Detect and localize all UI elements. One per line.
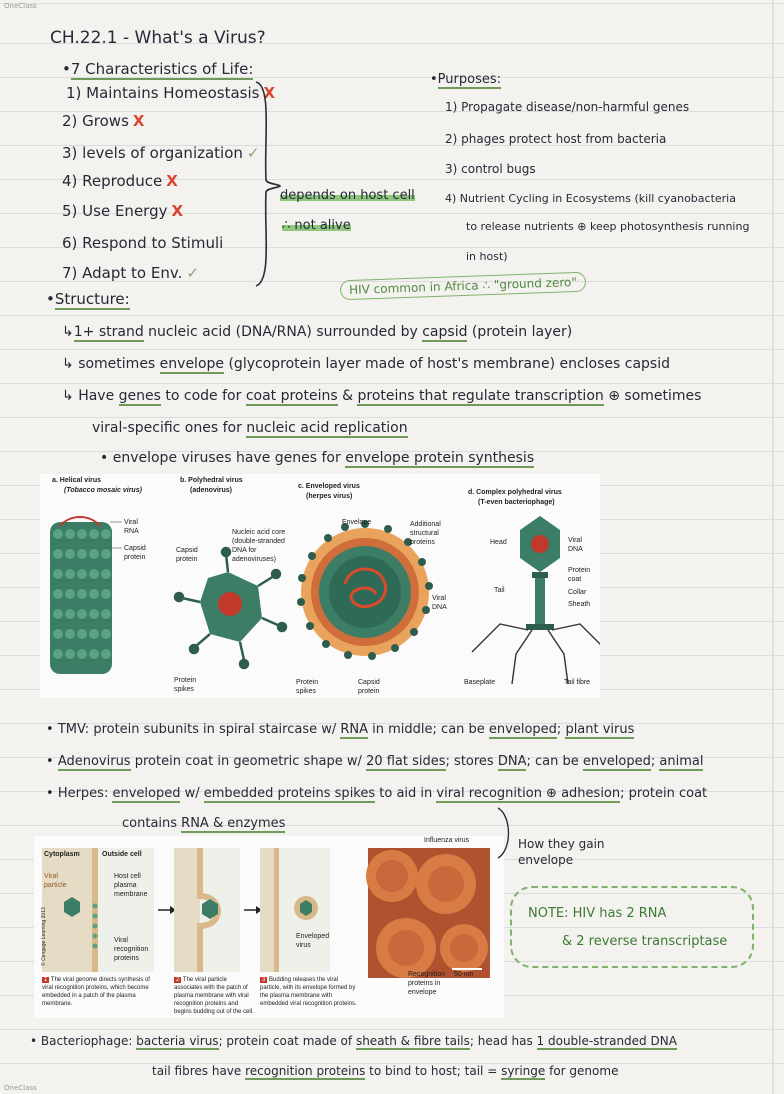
envelope-budding-figure (34, 836, 504, 1018)
label-nucleic-core: Nucleic acid core (double-stranded DNA for adenoviruses) (232, 529, 286, 563)
label-capsid-protein-a: Capsid protein (124, 545, 146, 561)
structure-line-1: ↳1+ strand nucleic acid (DNA/RNA) surrounded by capsid (protein layer) (62, 324, 573, 340)
helical-virus-icon (50, 517, 122, 674)
virus-illustrations (40, 474, 600, 698)
label-enveloped-virus: Enveloped virus (296, 933, 330, 949)
label-viral-particle: Viral particle (44, 873, 67, 889)
structure-line-2: ↳ sometimes envelope (glycoprotein layer made of host's membrane) encloses capsid (62, 356, 670, 372)
hiv-note-box: HIV common in Africa ∴ "ground zero" (340, 272, 586, 301)
purpose-item: to release nutrients ⊕ keep photosynthesis running (466, 220, 750, 233)
step-2-caption: 2 The viral particle associates with the patch of plasma membrane with viral recognition proteins and begins budding out of the cell. (174, 977, 254, 1015)
purpose-item: in host) (466, 250, 508, 263)
note-tmv: • TMV: protein subunits in spiral staircase w/ RNA in middle; can be enveloped; plant virus (46, 722, 635, 737)
cross-mark-icon: X (171, 202, 184, 220)
characteristic-text: 4) Reproduce (62, 172, 163, 190)
step-1-caption: 1 The viral genome directs synthesis of viral recognition proteins, which become embedded in a patch of the plasma membrane. (42, 977, 150, 1007)
label-tail: Tail (494, 587, 505, 594)
label-tail-fibre: Tail fibre (564, 679, 591, 686)
purpose-item: 4) Nutrient Cycling in Ecosystems (kill cyanobacteria (445, 192, 736, 205)
page-title: CH.22.1 - What's a Virus? (50, 28, 266, 48)
label-head: Head (490, 539, 507, 546)
characteristic-item (66, 84, 275, 102)
label-viral-rna: Viral RNA (124, 519, 139, 535)
brace-note-host: depends on host cell (280, 188, 415, 203)
characteristic-text: 6) Respond to Stimuli (62, 234, 224, 252)
structure-line-4: viral-specific ones for nucleic acid replication (92, 420, 408, 436)
cross-mark-icon: X (263, 84, 276, 102)
label-viral-recognition: Viral recognition proteins (114, 937, 149, 962)
label-protein-coat: Protein coat (568, 567, 591, 583)
panel-d-title: d. Complex polyhedral virus (468, 489, 562, 496)
check-mark-icon: ✓ (246, 144, 260, 162)
panel-b-title: b. Polyhedral virus (180, 477, 243, 484)
structure-heading: •Structure: (46, 290, 130, 308)
step-3-caption: 3 Budding releases the viral particle, with its envelope formed by the plasma membrane with embedded viral recognition proteins. (260, 977, 357, 1007)
purpose-item: 1) Propagate disease/non-harmful genes (445, 100, 690, 114)
structure-line-5: • envelope viruses have genes for envelope protein synthesis (100, 450, 535, 466)
polyhedral-virus-icon (175, 548, 286, 668)
label-envelope: Envelope (342, 519, 372, 526)
note-adenovirus: • Adenovirus protein coat in geometric shape w/ 20 flat sides; stores DNA; can be enveloped; animal (46, 754, 704, 769)
characteristic-text: 3) levels of organization (62, 144, 243, 162)
purpose-item: 3) control bugs (445, 162, 536, 176)
characteristic-text: 1) Maintains Homeostasis (66, 84, 260, 102)
label-protein-spikes-b: Protein spikes (174, 677, 197, 693)
panel-b-subtitle: (adenovirus) (190, 487, 233, 494)
cross-mark-icon: X (166, 172, 178, 190)
brace-note-not-alive: ∴ not alive (282, 218, 351, 233)
label-host-membrane: Host cell plasma membrane (114, 873, 148, 898)
hiv-note-box-large (510, 886, 754, 968)
label-cytoplasm: Cytoplasm (44, 851, 80, 858)
label-baseplate: Baseplate (464, 679, 496, 686)
label-outside-cell: Outside cell (102, 851, 142, 858)
note-herpes-1: • Herpes: enveloped w/ embedded proteins spikes to aid in viral recognition ⊕ adhesion; protein coat (46, 786, 708, 801)
structure-line-3: ↳ Have genes to code for coat proteins & proteins that regulate transcription ⊕ sometimes (62, 388, 702, 404)
characteristic-item (62, 234, 223, 252)
note-gain-envelope: How they gain envelope (518, 837, 605, 867)
panel-a-subtitle: (Tobacco mosaic virus) (64, 487, 142, 494)
label-copyright: © Cengage Learning 2013 (41, 907, 47, 966)
label-scale: 50 nm (454, 971, 474, 978)
brace-icon (252, 80, 282, 290)
label-viral-dna-c: Viral DNA (432, 595, 447, 611)
characteristic-item (62, 264, 199, 282)
label-recog-env: Recognition proteins in envelope (408, 971, 445, 996)
watermark-bottom: OneClass (4, 1084, 37, 1092)
panel-a-title: a. Helical virus (52, 477, 102, 484)
virus-types-figure (40, 474, 600, 698)
label-additional-proteins: Additional structural proteins (410, 521, 441, 546)
panel-c-title: c. Enveloped virus (298, 483, 360, 490)
characteristic-item (62, 144, 260, 162)
purpose-item: 2) phages protect host from bacteria (445, 132, 667, 146)
label-protein-spikes-c: Protein spikes (296, 679, 319, 695)
label-viral-dna-d: Viral DNA (568, 537, 583, 553)
characteristic-item (62, 202, 183, 220)
label-collar: Collar (568, 589, 587, 596)
characteristic-text: 2) Grows (62, 112, 129, 130)
gain-bracket-icon (496, 806, 516, 860)
note-bacteriophage-1: • Bacteriophage: bacteria virus; protein coat made of sheath & fibre tails; head has 1 double-stranded DNA (30, 1034, 677, 1048)
label-capsid-protein-b: Capsid protein (176, 547, 198, 563)
cross-mark-icon: X (132, 112, 145, 130)
panel-d-subtitle: (T-even bacteriophage) (478, 499, 555, 506)
characteristics-heading: •7 Characteristics of Life: (62, 60, 254, 78)
characteristic-text: 7) Adapt to Env. (62, 264, 183, 282)
label-capsid-protein-c: Capsid protein (358, 679, 380, 695)
label-sheath: Sheath (568, 601, 591, 608)
hiv-note-line-1: NOTE: HIV has 2 RNA (528, 906, 667, 921)
watermark-top: OneClass (4, 2, 37, 10)
note-bacteriophage-2: tail fibres have recognition proteins to bind to host; tail = syringe for genome (152, 1064, 619, 1078)
check-mark-icon: ✓ (186, 264, 199, 282)
note-herpes-2: contains RNA & enzymes (122, 816, 286, 831)
characteristic-text: 5) Use Energy (62, 202, 168, 220)
characteristic-item (62, 112, 144, 130)
hiv-note-line-2: & 2 reverse transcriptase (562, 934, 728, 949)
characteristic-item (62, 172, 178, 190)
panel-c-subtitle: (herpes virus) (306, 493, 353, 500)
label-influenza: Influenza virus (424, 837, 470, 844)
purposes-heading: •Purposes: (430, 72, 501, 87)
